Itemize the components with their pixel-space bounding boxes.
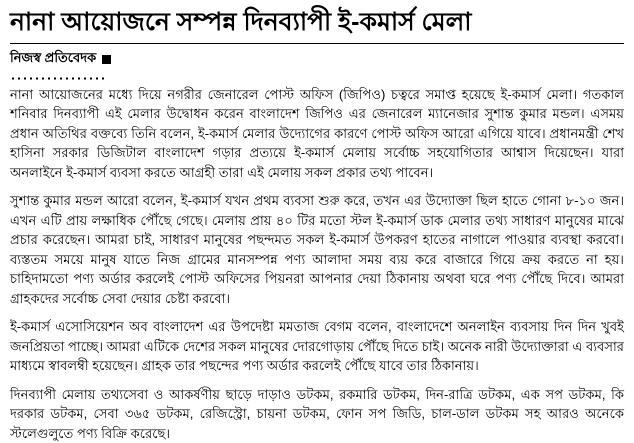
article-paragraph: ই-কমার্স এসোসিয়েশন অব বাংলাদেশ এর উপদেষ্টা মমতাজ বেগম বলেন, বাংলাদেশে অনলাইন ব্যবসায় দিন দিন খুবই জনপ্রিয়তা পাচ্ছে। আমরা এটিকে দেশের সকল মানুষের দোরগোড়ায় পৌঁছে দিতে চাই। অনেক নারী উদ্যোক্তারা এ ব্যবসার মাধ্যমে স্বাবলম্বী হয়েছেন। গ্রাহক তার পছন্দের পণ্য অর্ডার করলেই পৌঁছে যাবে তার ঠিকানায়। xyxy=(10,319,624,374)
dotted-separator-icon xyxy=(10,76,106,81)
article-paragraph: সুশান্ত কুমার মন্ডল আরো বলেন, ই-কমার্স যখন প্রথম ব্যবসা শুরু করে, তখন এর উদ্যোক্তা ছিল হাতে গোনা ৮-১০ জন। এখন এটি প্রায় লক্ষাধিক পৌঁছে গেছে। মেলায় প্রায় ৪০ টির মতো স্টল ই-কমার্স ডাক মেলার তথ্য সাধারণ মানুষের মাঝে প্রচার করেছেন। আমরা চাই, সাধারণ মানুষের পছন্দমত সকল ই-কমার্স উপকরণ হাতের নাগালে পাওয়ার ব্যবস্থা করবো। ব্যস্ততম সময়ে মানুষ যাতে নিজ গ্রামের মানসম্পন্ন পণ্য আলাদা সময় ব্যয় করে বাজারে গিয়ে ক্রয় করতে না হয়। চাহিদামতো পণ্য অর্ডার করলেই পোস্ট অফিসের পিয়নরা আপনার দেয়া ঠিকানায় অথবা ঘরে পণ্য পৌঁছে দিবে। আমরা গ্রাহকদের সর্বোচ্চ সেবা দেয়ার চেষ্টা করবো। xyxy=(10,193,624,306)
byline-text: নিজস্ব প্রতিবেদক xyxy=(10,49,97,65)
article-paragraph: দিনব্যাপী মেলায় তথ্যসেবা ও আকর্ষণীয় ছাড়ে দাড়াও ডটকম, রকমারি ডটকম, দিন-রাত্রি ডটকম, এক সপ ডটকম, কি দরকার ডটকম, সেবা ৩৬৫ ডটকম, রেজিস্ট্রো, চায়না ডটকম, ফোন সপ জিডি, চাল-ডাল ডটকম সহ আরও অনেকে স্টলেগুলুতে পণ্য বিক্রি করেছে। xyxy=(10,386,624,441)
page-title: নানা আয়োজনে সম্পন্ন দিনব্যাপী ই-কমার্স মেলা xyxy=(10,8,472,36)
square-bullet-icon xyxy=(102,55,111,64)
headline-divider xyxy=(10,43,624,44)
article-paragraph: নানা আয়োজনের মধ্যে দিয়ে নগরীর জেনারেল পোস্ট অফিস (জিপিও) চত্বরে সমাপ্ত হয়েছে ই-কমার্স মেলা। গতকাল শনিবার দিনব্যাপী এই মেলার উদ্বোধন করেন বাংলাদেশ জিপিও এর জেনারেল ম্যানেজার সুশান্ত কুমার মন্ডল। এসময় প্রধান অতিথির বক্তব্যে তিনি বলেন, ই-কমার্স মেলার উদ্যোগের কারণে পোস্ট অফিস আরো এগিয়ে যাবে। প্রধানমন্ত্রী শেখ হাসিনা সরকার ডিজিটাল বাংলাদেশ গড়ার প্রত্যয়ে ই-কমার্স মেলায় সর্বোচ্চ সহযোগিতার আশ্বাস দিয়েছেন। যারা অনলাইনে ই-কমার্স ব্যবসা করতে আগ্রহী তারা এই মেলায় সকল প্রকার তথ্য পাবেন। xyxy=(10,86,624,180)
byline-row xyxy=(10,49,624,70)
article-body xyxy=(10,85,624,443)
